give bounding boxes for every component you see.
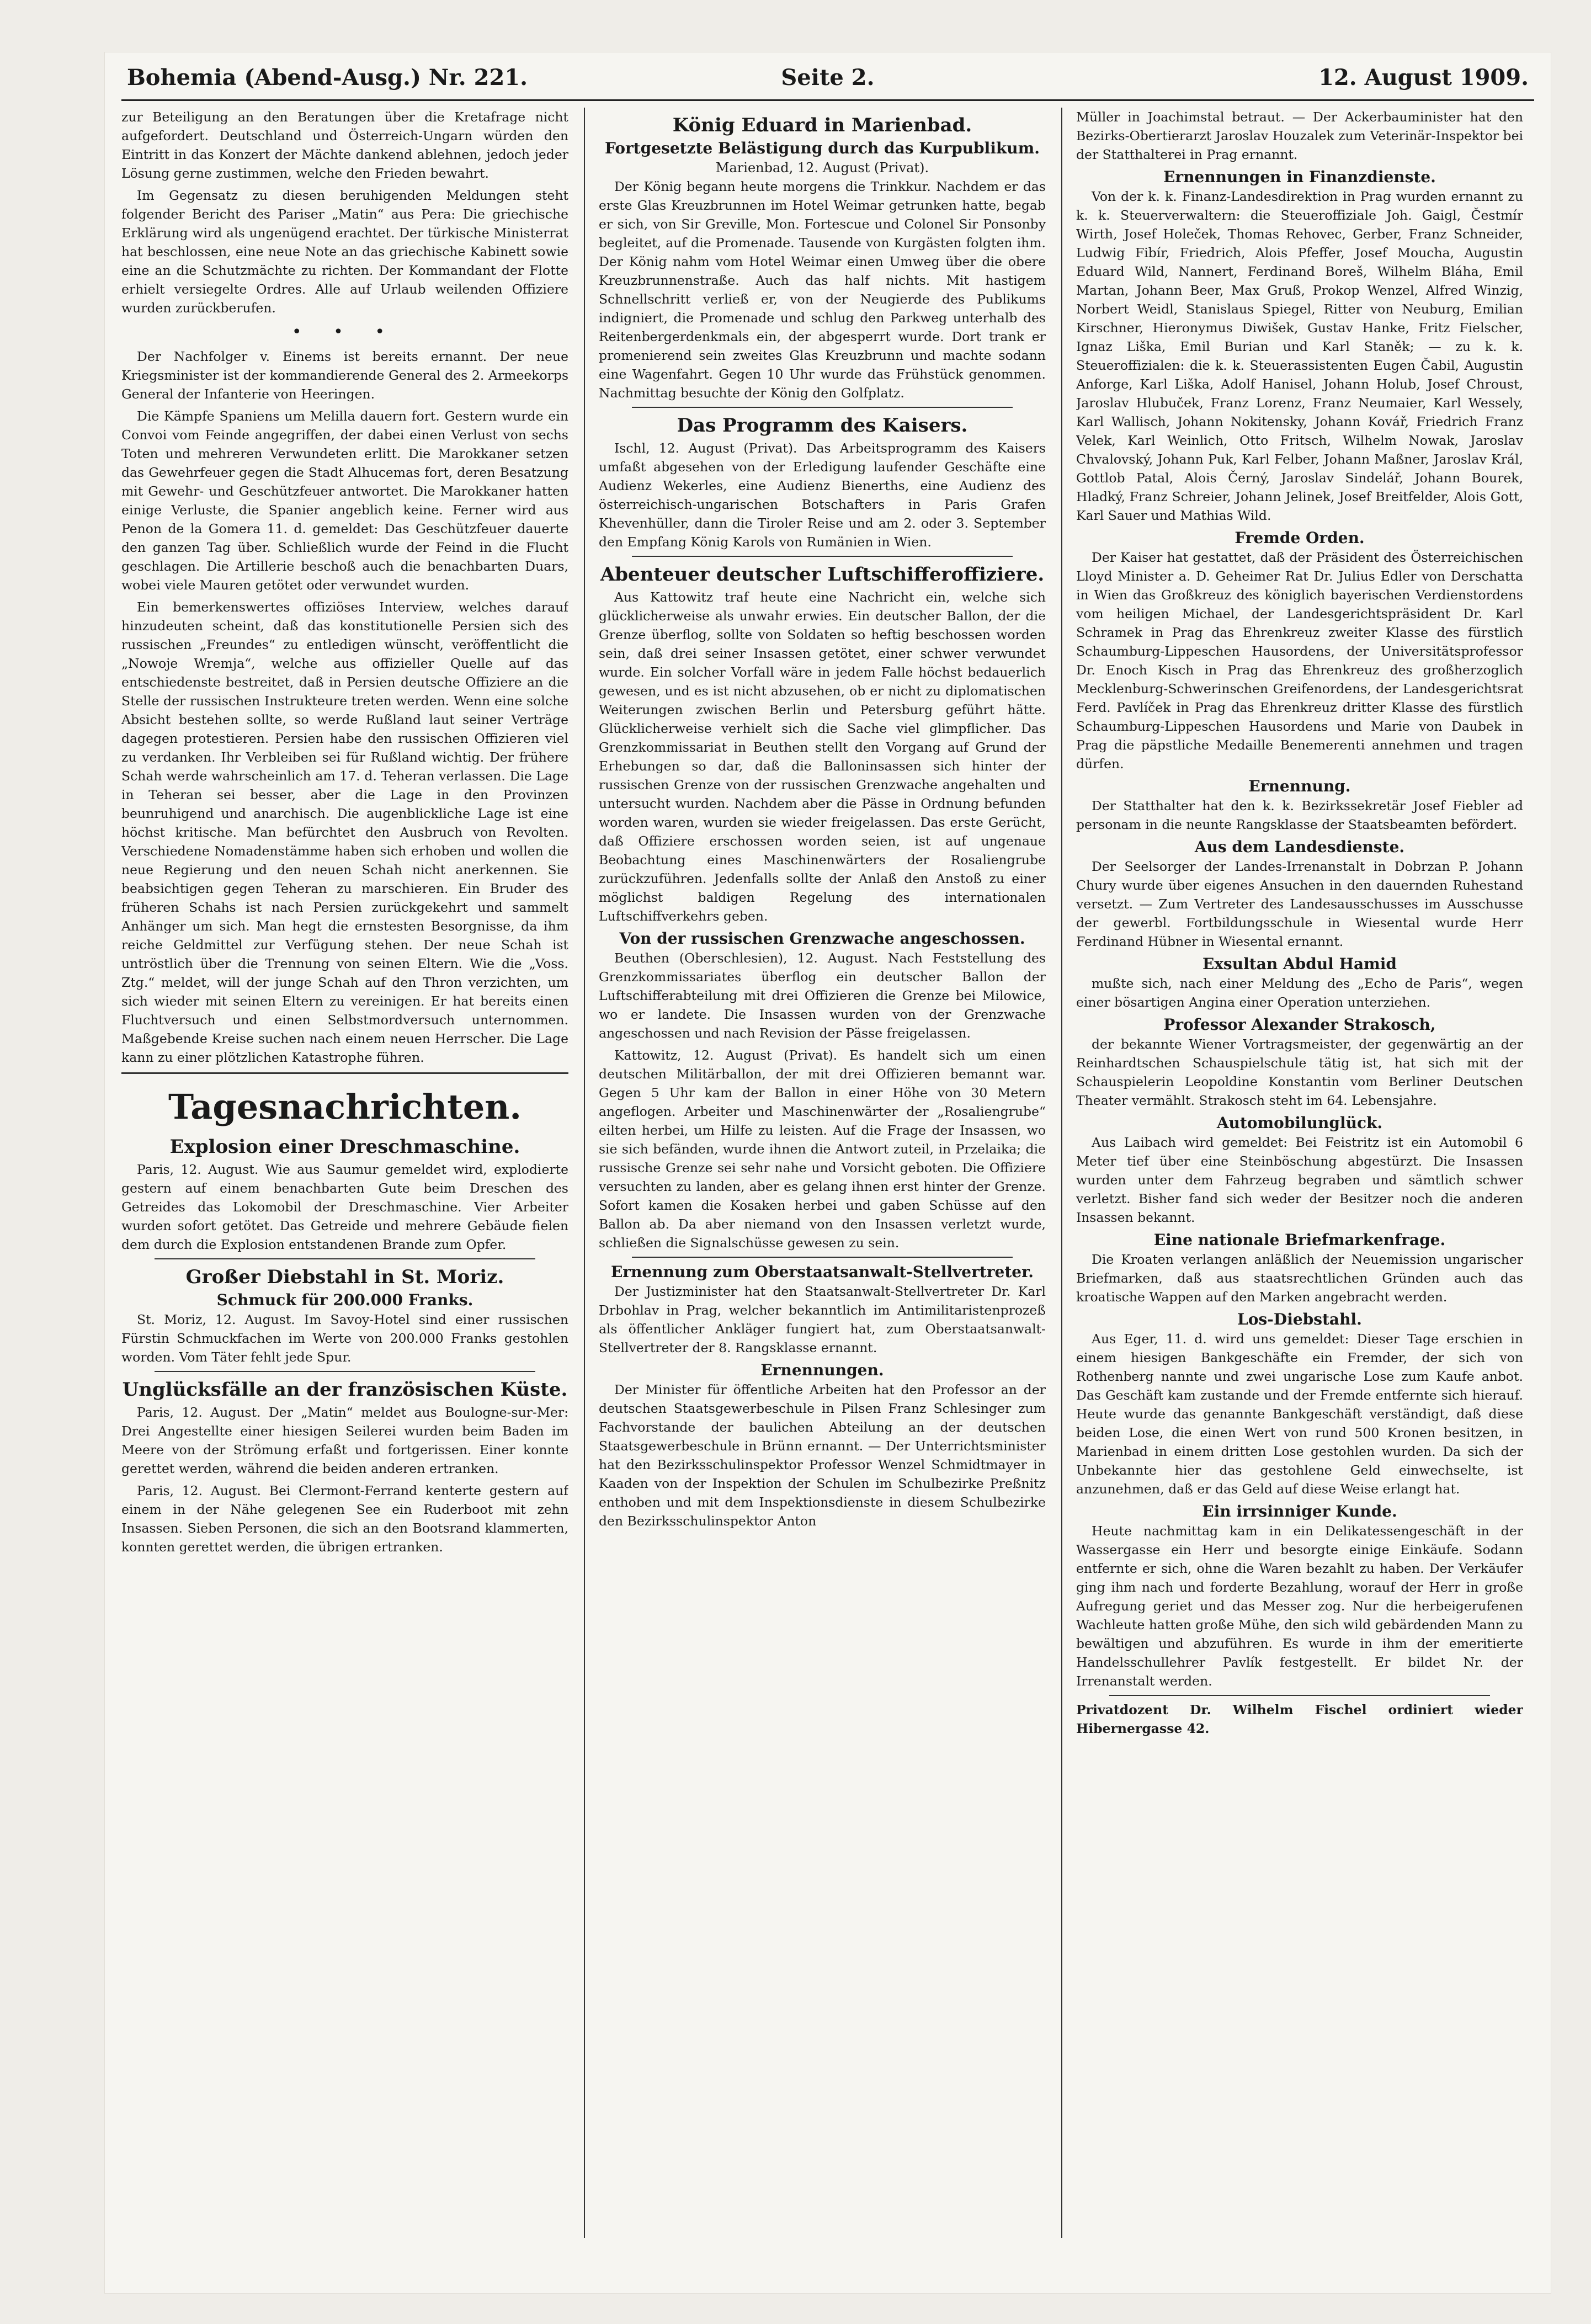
article-paragraph: Der Minister für öffentliche Arbeiten hat den Professor an der deutschen Staatsgewerbeschule in Pilsen Franz Schlesinger zum Fachvorstande der baulichen Abteilung an der deutschen Staatsgewerbeschule in Brünn ernannt. — Der Unterrichtsminister hat den Bezirksschulinspektor Professor Wenzel Schmidtmayer in Kaaden von der Inspektion der Schulen im Schulbezirke Preßnitz enthoben und mit dem Inspektionsdienste in diesem Schulbezirke den Bezirksschulinspektor Anton xyxy=(599,1382,1046,1529)
column-divider xyxy=(584,108,585,2238)
article-paragraph: Paris, 12. August. Wie aus Saumur gemeldet wird, explodierte gestern auf einem benachbarten Gute beim Dreschen des Getreides das Lokomobil der Dreschmaschine. Vier Arbeiter wurden sofort getötet. Das Getreide und mehrere Gebäude fielen dem durch die Explosion entstandenen Brande zum Opfer. xyxy=(121,1162,568,1252)
article-subheadline: Exsultan Abdul Hamid xyxy=(1202,955,1397,973)
divider xyxy=(1109,1695,1490,1696)
article-paragraph: Im Gegensatz zu diesen beruhigenden Meldungen steht folgender Bericht des Pariser „Matin“ aus Pera: Die griechische Erklärung wird als ungenügend erachtet. Der türkische Ministerrat hat beschlossen, eine neue Note an das griechische Kabinett sowie eine an die Schutzmächte zu richten. Der Kommandant der Flotte erhielt versiegelte Ordres. Alle auf Urlaub weilenden Offiziere wurden zurückberufen. xyxy=(121,188,568,316)
header-rule xyxy=(121,99,1534,101)
article-paragraph: Von der k. k. Finanz-Landesdirektion in Prag wurden ernannt zu k. k. Steuerverwaltern: die Steueroffiziale Joh. Gaigl, Čestmír Wirth, Josef Holeček, Thomas Rehovec, Gerber, Franz Schneider, Ludwig Fibír, Friedrich, Alois Pfeffer, Josef Moucha, Augustin Eduard Wild, Nannert, Ferdinand Boreš, Wilhelm Bláha, Emil Martan, Johann Beer, Max Gruß, Prokop Wenzel, Alfred Winzig, Norbert Weidl, Stanislaus Spiegel, Ritter von Neuburg, Emilian Kirschner, Hieronymus Diwišek, Gustav Hanke, Fritz Fielscher, Ignaz Liška, Emil Burian und Karl Staněk; — zu k. k. Steueroffizialen: die k. k. Steuerassistenten Eugen Čabil, Augustin Anforge, Karl Liška, Adolf Hanisel, Johann Holub, Josef Chroust, Jaroslav Hlubuček, Franz Lorenz, Franz Neumaier, Karl Wessely, Karl Wallisch, Johann Nokitensky, Johann Kovář, Friedrich Franz Velek, Karl Weinlich, Otto Fritsch, Wilhelm Nowak, Jaroslav Chvalovský, Johann Puk, Karl Felber, Johann Maßner, Jaroslav Král, Gottlob Patal, Alois Černý, Jaroslav Sindelář, Johann Bourek, Hladký, Franz Schreier, Johann Jelinek, Josef Breitfelder, Alois Gott, Karl Sauer und Mathias Wild. xyxy=(1076,189,1523,523)
article-paragraph: Aus Eger, 11. d. wird uns gemeldet: Dieser Tage erschien in einem hiesigen Bankgeschäfte ein Fremder, der sich von Rothenberg nannte und zwei ungarische Lose zum Kaufe anbot. Das Geschäft kam zustande und der Fremde entfernte sich hierauf. Heute wurde das genannte Bankgeschäft verständigt, daß diese beiden Lose, die einen Wert von rund 500 Kronen besitzen, in Marienbad in einem dritten Lose gestohlen wurden. Da sich der Unbekannte hier das gestohlene Geld einwechselte, ist anzunehmen, daß er das Geld auf diese Weise erlangt hat. xyxy=(1076,1331,1523,1497)
article-paragraph: Der Nachfolger v. Einems ist bereits ernannt. Der neue Kriegsminister ist der kommandierende General des 2. Armeekorps General der Infanterie von Heeringen. xyxy=(121,349,568,402)
article-subheadline: Ernennung. xyxy=(1248,777,1351,795)
column-3 xyxy=(1076,108,1523,2238)
article-paragraph: mußte sich, nach einer Meldung des „Echo de Paris“, wegen einer bösartigen Angina einer Operation unterziehen. xyxy=(1076,976,1523,1010)
article-paragraph: St. Moriz, 12. August. Im Savoy-Hotel sind einer russischen Fürstin Schmuckfachen im Werte von 200.000 Franks gestohlen worden. Vom Täter fehlt jede Spur. xyxy=(121,1312,568,1365)
article-subheadline: Professor Alexander Strakosch, xyxy=(1163,1015,1436,1034)
article-subheadline: Schmuck für 200.000 Franks. xyxy=(216,1291,473,1309)
section-title: Tagesnachrichten. xyxy=(168,1087,522,1127)
article-paragraph: Kattowitz, 12. August (Privat). Es handelt sich um einen deutschen Militärballon, der mit drei Offizieren bemannt war. Gegen 5 Uhr kam der Ballon in einer Höhe von 30 Metern angeflogen. Arbeiter und Maschinenwärter der „Rosaliengrube“ eilten herbei, um Hilfe zu leisten. Auf die Frage der Insassen, wo sie sich befänden, wurde ihnen die Antwort zuteil, in Przelaika; die russische Grenze sei sehr nahe und Vorsicht geboten. Die Offiziere versuchten zu landen, aber es gelang ihnen erst hinter der Grenze. Sofort kamen die Kosaken herbei und gaben Schüsse auf den Ballon ab. Da aber niemand von den Insassen verletzt wurde, schließen die Signalschüsse gewesen zu sein. xyxy=(599,1047,1046,1251)
article-paragraph: Der Kaiser hat gestattet, daß der Präsident des Österreichischen Lloyd Minister a. D. Geheimer Rat Dr. Julius Edler von Derschatta in Wien das Großkreuz des königlich bayerischen Verdienstordens vom heiligen Michael, der Landesgerichtspräsident Dr. Karl Schramek in Prag das Ehrenkreuz zweiter Klasse des fürstlich Schaumburg-Lippeschen Hausordens, der Universitätsprofessor Dr. Enoch Kisch in Prag das Ehrenkreuz des großherzoglich Mecklenburg-Schwerinschen Greifenordens, der Landesgerichtsrat Ferd. Pavlíček in Prag das Ehrenkreuz dritter Klasse des fürstlich Schaumburg-Lippeschen Hausordens und Marie von Daubek in Prag die päpstliche Medaille Benemerenti annehmen und tragen dürfen. xyxy=(1076,550,1523,772)
section-separator: • • • xyxy=(291,322,398,342)
article-paragraph: Ischl, 12. August (Privat). Das Arbeitsprogramm des Kaisers umfaßt abgesehen von der Erledigung laufender Geschäfte eine Audienz Wekerles, eine Audienz Bienerths, eine Audienz des österreichisch-ungarischen Botschafters in Paris Grafen Khevenhüller, dann die Tiroler Reise und am 2. oder 3. September den Empfang König Karols von Rumänien in Wien. xyxy=(599,440,1046,550)
article-paragraph: Ein bemerkenswertes offiziöses Interview, welches darauf hinzudeuten scheint, daß das konstitutionelle Persien sich des russischen „Freundes“ zu entledigen wünscht, veröffentlicht die „Nowoje Wremja“, welche aus offizieller Quelle auf das entschiedenste bestreitet, daß in Persien deutsche Offiziere an die Stelle der russischen Instrukteure treten werden. Wenn eine solche Absicht bestehen sollte, so werde Rußland laut seiner Verträge dagegen protestieren. Persien habe den russischen Offizieren viel zu verdanken. Ihr Verbleiben sei für Rußland wichtig. Der frühere Schah werde wahrscheinlich am 17. d. Teheran verlassen. Die Lage in Teheran sei besser, aber die Lage in den Provinzen beunruhigend und anarchisch. Die augenblickliche Lage ist eine höchst kritische. Man befürchtet den Ausbruch von Revolten. Verschiedene Nomadenstämme haben sich erhoben und wollen die neue Regierung und den neuen Schah nicht anerkennen. Sie beabsichtigen gegen Teheran zu marschieren. Ein Bruder des früheren Schahs ist nach Persien zurückgekehrt und sammelt Anhänger um sich. Man hegt die ernstesten Besorgnisse, da ihm reiche Geldmittel zur Verfügung stehen. Der neue Schah ist untröstlich über die Trennung von seinen Eltern. Wie die „Voss. Ztg.“ meldet, will der junge Schah auf den Thron verzichten, um sich wieder mit seinen Eltern zu vereinigen. Er hat bereits einen Fluchtversuch und einen Selbstmordversuch unternommen. Maßgebende Kreise suchen nach einem neuen Herrscher. Die Lage kann zu einer plötzlichen Katastrophe führen. xyxy=(121,599,568,1065)
article-paragraph: Paris, 12. August. Bei Clermont-Ferrand kenterte gestern auf einem in der Nähe gelegenen See ein Ruderboot mit zehn Insassen. Sieben Personen, die sich an den Bootsrand klammerten, konnten gerettet werden, die übrigen ertranken. xyxy=(121,1483,568,1555)
article-paragraph: Heute nachmittag kam in ein Delikatessengeschäft in der Wassergasse ein Herr und besorgte einige Einkäufe. Sodann entfernte er sich, ohne die Waren bezahlt zu haben. Der Verkäufer ging ihm nach und forderte Bezahlung, worauf der Herr in große Aufregung geriet und das Messer zog. Nur die herbeigerufenen Wachleute hatten große Mühe, den sich wild gebärdenden Mann zu bewältigen und abzuführen. Es wurde in ihm der emeritierte Handelsschullehrer Pavlík festgestellt. Er bildet Nr. der Irrenanstalt werden. xyxy=(1076,1523,1523,1689)
page-header xyxy=(127,65,1529,103)
article-paragraph: Der Seelsorger der Landes-Irrenanstalt in Dobrzan P. Johann Chury wurde über eigenes Ansuchen in den dauernden Ruhestand versetzt. — Zum Vertreter des Landesausschusses im Ausschusse der gewerbl. Fortbildungsschule in Wiesental wurde Herr Ferdinand Hübner in Wiesental ernannt. xyxy=(1076,859,1523,949)
article-paragraph: Die Kroaten verlangen anläßlich der Neuemission ungarischer Briefmarken, daß aus staatsrechtlichen Gründen auch das kroatische Wappen auf den Marken angebracht werden. xyxy=(1076,1252,1523,1305)
issue-date: 12. August 1909. xyxy=(1318,65,1529,91)
classified-notice: Privatdozent Dr. Wilhelm Fischel ordiniert wieder Hibernergasse 42. xyxy=(1076,1702,1523,1736)
article-paragraph: Die Kämpfe Spaniens um Melilla dauern fort. Gestern wurde ein Convoi vom Feinde angegriffen, der dabei einen Verlust von sechs Toten und mehreren Verwundeten erlitt. Die Marokkaner setzen das Gewehrfeuer gegen die Stadt Alhucemas fort, deren Besatzung mit Gewehr- und Geschützfeuer antwortet. Die Marokkaner hatten einige Verluste, die Spanier angeblich keine. Ferner wird aus Penon de la Gomera 11. d. gemeldet: Das Geschützfeuer dauerte den ganzen Tag über. Schließlich wurde der Feind in die Flucht geschlagen. Die Artillerie beschoß auch die benachbarten Duars, wobei viele Mauren getötet oder verwundet wurden. xyxy=(121,408,568,593)
column-1 xyxy=(121,108,568,2238)
column-2 xyxy=(599,108,1046,2238)
article-subheadline: Ernennung zum Oberstaatsanwalt-Stellvertreter. xyxy=(610,1263,1034,1281)
article-subheadline: Ein irrsinniger Kunde. xyxy=(1202,1502,1397,1520)
divider xyxy=(121,1072,568,1074)
divider xyxy=(155,1258,535,1259)
article-subheadline: Los-Diebstahl. xyxy=(1237,1310,1362,1328)
article-headline: Das Programm des Kaisers. xyxy=(677,414,968,437)
divider xyxy=(632,1257,1013,1258)
divider xyxy=(632,407,1013,408)
article-paragraph: Aus Kattowitz traf heute eine Nachricht ein, welche sich glücklicherweise als unwahr erwies. Ein deutscher Ballon, der die Grenze überflog, sollte von Soldaten so heftig beschossen worden sein, daß drei seiner Insassen getötet, einer schwer verwundet wurde. Ein solcher Vorfall wäre in jedem Falle höchst bedauerlich gewesen, und es ist nicht abzusehen, ob er nicht zu diplomatischen Weiterungen zwischen Berlin und Petersburg geführt hätte. Glücklicherweise verhielt sich die Sache viel glimpflicher. Das Grenzkommissariat in Beuthen stellt den Vorgang auf Grund der Erhebungen so dar, daß die Balloninsassen sich hinter der russischen Grenze von der russischen Grenzwache angehalten und untersucht wurden. Nachdem aber die Pässe in Ordnung befunden worden waren, wurden sie wieder freigelassen. Das erste Gerücht, daß Offiziere erschossen worden seien, ist auf ungenaue Beobachtung eines Maschinenwärters der Rosaliengrube zurückzuführen. Jedenfalls sollte der Anlaß den Anstoß zu einer möglichst baldigen Regelung des internationalen Luftschiffverkehrs geben. xyxy=(599,589,1046,924)
article-headline: Abenteuer deutscher Luftschifferoffiziere. xyxy=(600,563,1045,586)
article-subheadline: Aus dem Landesdienste. xyxy=(1194,838,1405,856)
masthead-title: Bohemia (Abend-Ausg.) Nr. 221. xyxy=(127,65,528,91)
column-divider xyxy=(1061,108,1062,2238)
article-paragraph: Paris, 12. August. Der „Matin“ meldet aus Boulogne-sur-Mer: Drei Angestellte einer hiesigen Seilerei wurden beim Baden im Meere von der Strömung erfaßt und fortgerissen. Einer konnte gerettet werden, während die beiden anderen ertranken. xyxy=(121,1405,568,1476)
divider xyxy=(155,1371,535,1372)
article-paragraph: zur Beteiligung an den Beratungen über die Kretafrage nicht aufgefordert. Deutschland und Österreich-Ungarn würden den Eintritt in das Konzert der Mächte dankend ablehnen, jedoch jeder Lösung gerne zustimmen, welche den Frieden bewahrt. xyxy=(121,109,568,181)
dateline: Marienbad, 12. August (Privat). xyxy=(715,160,929,176)
article-paragraph: Aus Laibach wird gemeldet: Bei Feistritz ist ein Automobil 6 Meter tief über eine Steinböschung abgestürzt. Die Insassen wurden unter dem Fahrzeug begraben und sämtlich schwer verletzt. Bisher fand sich weder der Besitzer noch die anderen Insassen bekannt. xyxy=(1076,1135,1523,1225)
article-paragraph: Müller in Joachimstal betraut. — Der Ackerbauminister hat den Bezirks-Obertierarzt Jaroslav Houzalek zum Veterinär-Inspektor bei der Statthalterei in Prag ernannt. xyxy=(1076,109,1523,162)
article-paragraph: Der König begann heute morgens die Trinkkur. Nachdem er das erste Glas Kreuzbrunnen im Hotel Weimar getrunken hatte, begab er sich, von Sir Greville, Mon. Fortescue und Colonel Sir Ponsonby begleitet, auf die Promenade. Tausende von Kurgästen folgten ihm. Der König nahm vom Hotel Weimar einen Umweg über die obere Kreuzbrunnenstraße. Auch das half nichts. Mit hastigem Schnellschritt verließ er, von der Neugierde des Publikums indigniert, die Promenade und schlug den Parkweg unterhalb des Reitenbergerdenkmals ein, der abgesperrt wurde. Dort trank er promenierend sein zweites Glas Kreuzbrunn und machte sodann eine Wagenfahrt. Gegen 10 Uhr wurde das Frühstück genommen. Nachmittag besuchte der König den Golfplatz. xyxy=(599,179,1046,401)
article-paragraph: der bekannte Wiener Vortragsmeister, der gegenwärtig an der Reinhardtschen Schauspielschule tätig ist, hat sich mit der Schauspielerin Leopoldine Konstantin vom Berliner Deutschen Theater vermählt. Strakosch steht im 64. Lebensjahre. xyxy=(1076,1036,1523,1108)
article-headline: Explosion einer Dreschmaschine. xyxy=(169,1136,520,1158)
article-headline: Unglücksfälle an der französischen Küste. xyxy=(122,1379,568,1401)
divider xyxy=(632,556,1013,557)
newspaper-page xyxy=(105,52,1551,2293)
article-subheadline: Von der russischen Grenzwache angeschossen. xyxy=(619,929,1025,948)
article-paragraph: Beuthen (Oberschlesien), 12. August. Nach Feststellung des Grenzkommissariates überflog ein deutscher Ballon der Luftschifferabteilung mit drei Offizieren die Grenze bei Milowice, wo er landete. Die Insassen wurden von der Grenzwache angeschossen und nach Revision der Pässe freigelassen. xyxy=(599,950,1046,1041)
page-number: Seite 2. xyxy=(781,65,875,91)
article-subheadline: Ernennungen in Finanzdienste. xyxy=(1163,168,1436,186)
article-paragraph: Der Statthalter hat den k. k. Bezirkssekretär Josef Fiebler ad personam in die neunte Rangsklasse der Staatsbeamten befördert. xyxy=(1076,798,1523,832)
article-subheadline: Eine nationale Briefmarkenfrage. xyxy=(1153,1231,1446,1249)
article-subheadline: Fremde Orden. xyxy=(1235,529,1365,547)
article-subheadline: Automobilunglück. xyxy=(1216,1114,1383,1132)
article-subheadline: Fortgesetzte Belästigung durch das Kurpublikum. xyxy=(604,139,1040,157)
article-headline: Großer Diebstahl in St. Moriz. xyxy=(185,1266,504,1288)
article-headline: König Eduard in Marienbad. xyxy=(672,114,972,136)
article-paragraph: Der Justizminister hat den Staatsanwalt-Stellvertreter Dr. Karl Drbohlav in Prag, welcher bekanntlich im Antimilitaristenprozeß als öffentlicher Ankläger fungiert hat, zum Oberstaatsanwalt-Stellvertreter der 8. Rangsklasse ernannt. xyxy=(599,1284,1046,1355)
article-subheadline: Ernennungen. xyxy=(760,1361,884,1379)
